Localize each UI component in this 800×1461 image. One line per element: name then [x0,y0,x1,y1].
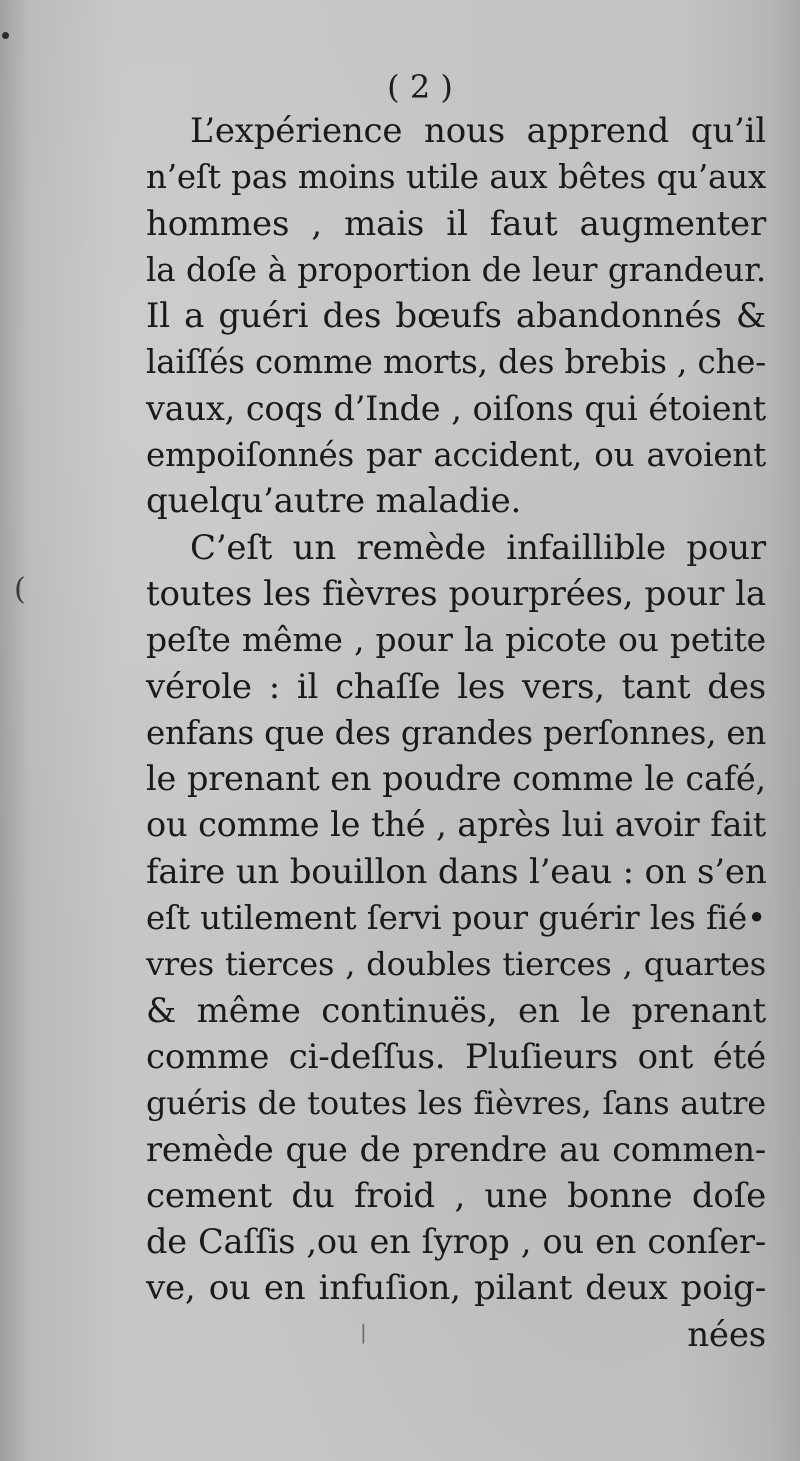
catchword: nées [687,1314,766,1355]
text-line: faire un bouillon dans l’eau : on s’en [146,851,767,892]
text-line: hommes , mais il faut augmenter [146,203,766,244]
text-line: Il a guéri des bœufs abandonnés & [146,296,766,337]
text-line: eſt utilement ſervi pour guérir les fié• [146,899,766,938]
stray-mark: | [360,1320,367,1344]
text-line: comme ci-deſſus. Pluſieurs ont été [146,1036,766,1077]
text-line: empoiſonnés par accident, ou avoient [146,436,766,475]
text-line: C’eſt un remède infaillible pour [190,527,766,568]
text-line: vres tierces , doubles tierces , quartes [146,945,766,984]
text-line: guéris de toutes les fièvres, ſans autre [146,1084,766,1123]
text-line: peſte même , pour la picote ou petite [146,620,766,660]
text-line: de Caſſis ,ou en ſyrop , ou en conſer- [146,1222,766,1262]
page-number: ( 2 ) [387,68,453,106]
text-line: L’expérience nous apprend qu’il [190,111,766,151]
text-line: n’eſt pas moins utile aux bêtes qu’aux [146,158,766,197]
text-line: toutes les fièvres pourprées, pour la [146,573,766,614]
text-line: & même continuës, en le prenant [146,990,766,1031]
body-text [146,108,766,1358]
margin-mark: ( [14,572,26,607]
text-line: laiſſés comme morts, des brebis , che- [146,343,766,382]
text-line: quelqu’autre maladie. [146,481,522,522]
text-line: ve, ou en infuſion, pilant deux poig- [146,1268,766,1309]
text-line: ou comme le thé , après lui avoir fait [146,805,766,845]
text-line: enfans que des grandes perſonnes, en [146,713,767,752]
text-line: remède que de prendre au commen- [146,1129,766,1169]
text-line: vérole : il chaſſe les vers, tant des [146,666,766,707]
text-line: cement du froid , une bonne doſe [146,1175,766,1216]
text-line: la doſe à proportion de leur grandeur. [146,250,766,289]
ink-spot [2,32,9,39]
text-line: le prenant en poudre comme le café, [146,759,766,799]
text-line: vaux, coqs d’Inde , oiſons qui étoient [146,388,766,428]
